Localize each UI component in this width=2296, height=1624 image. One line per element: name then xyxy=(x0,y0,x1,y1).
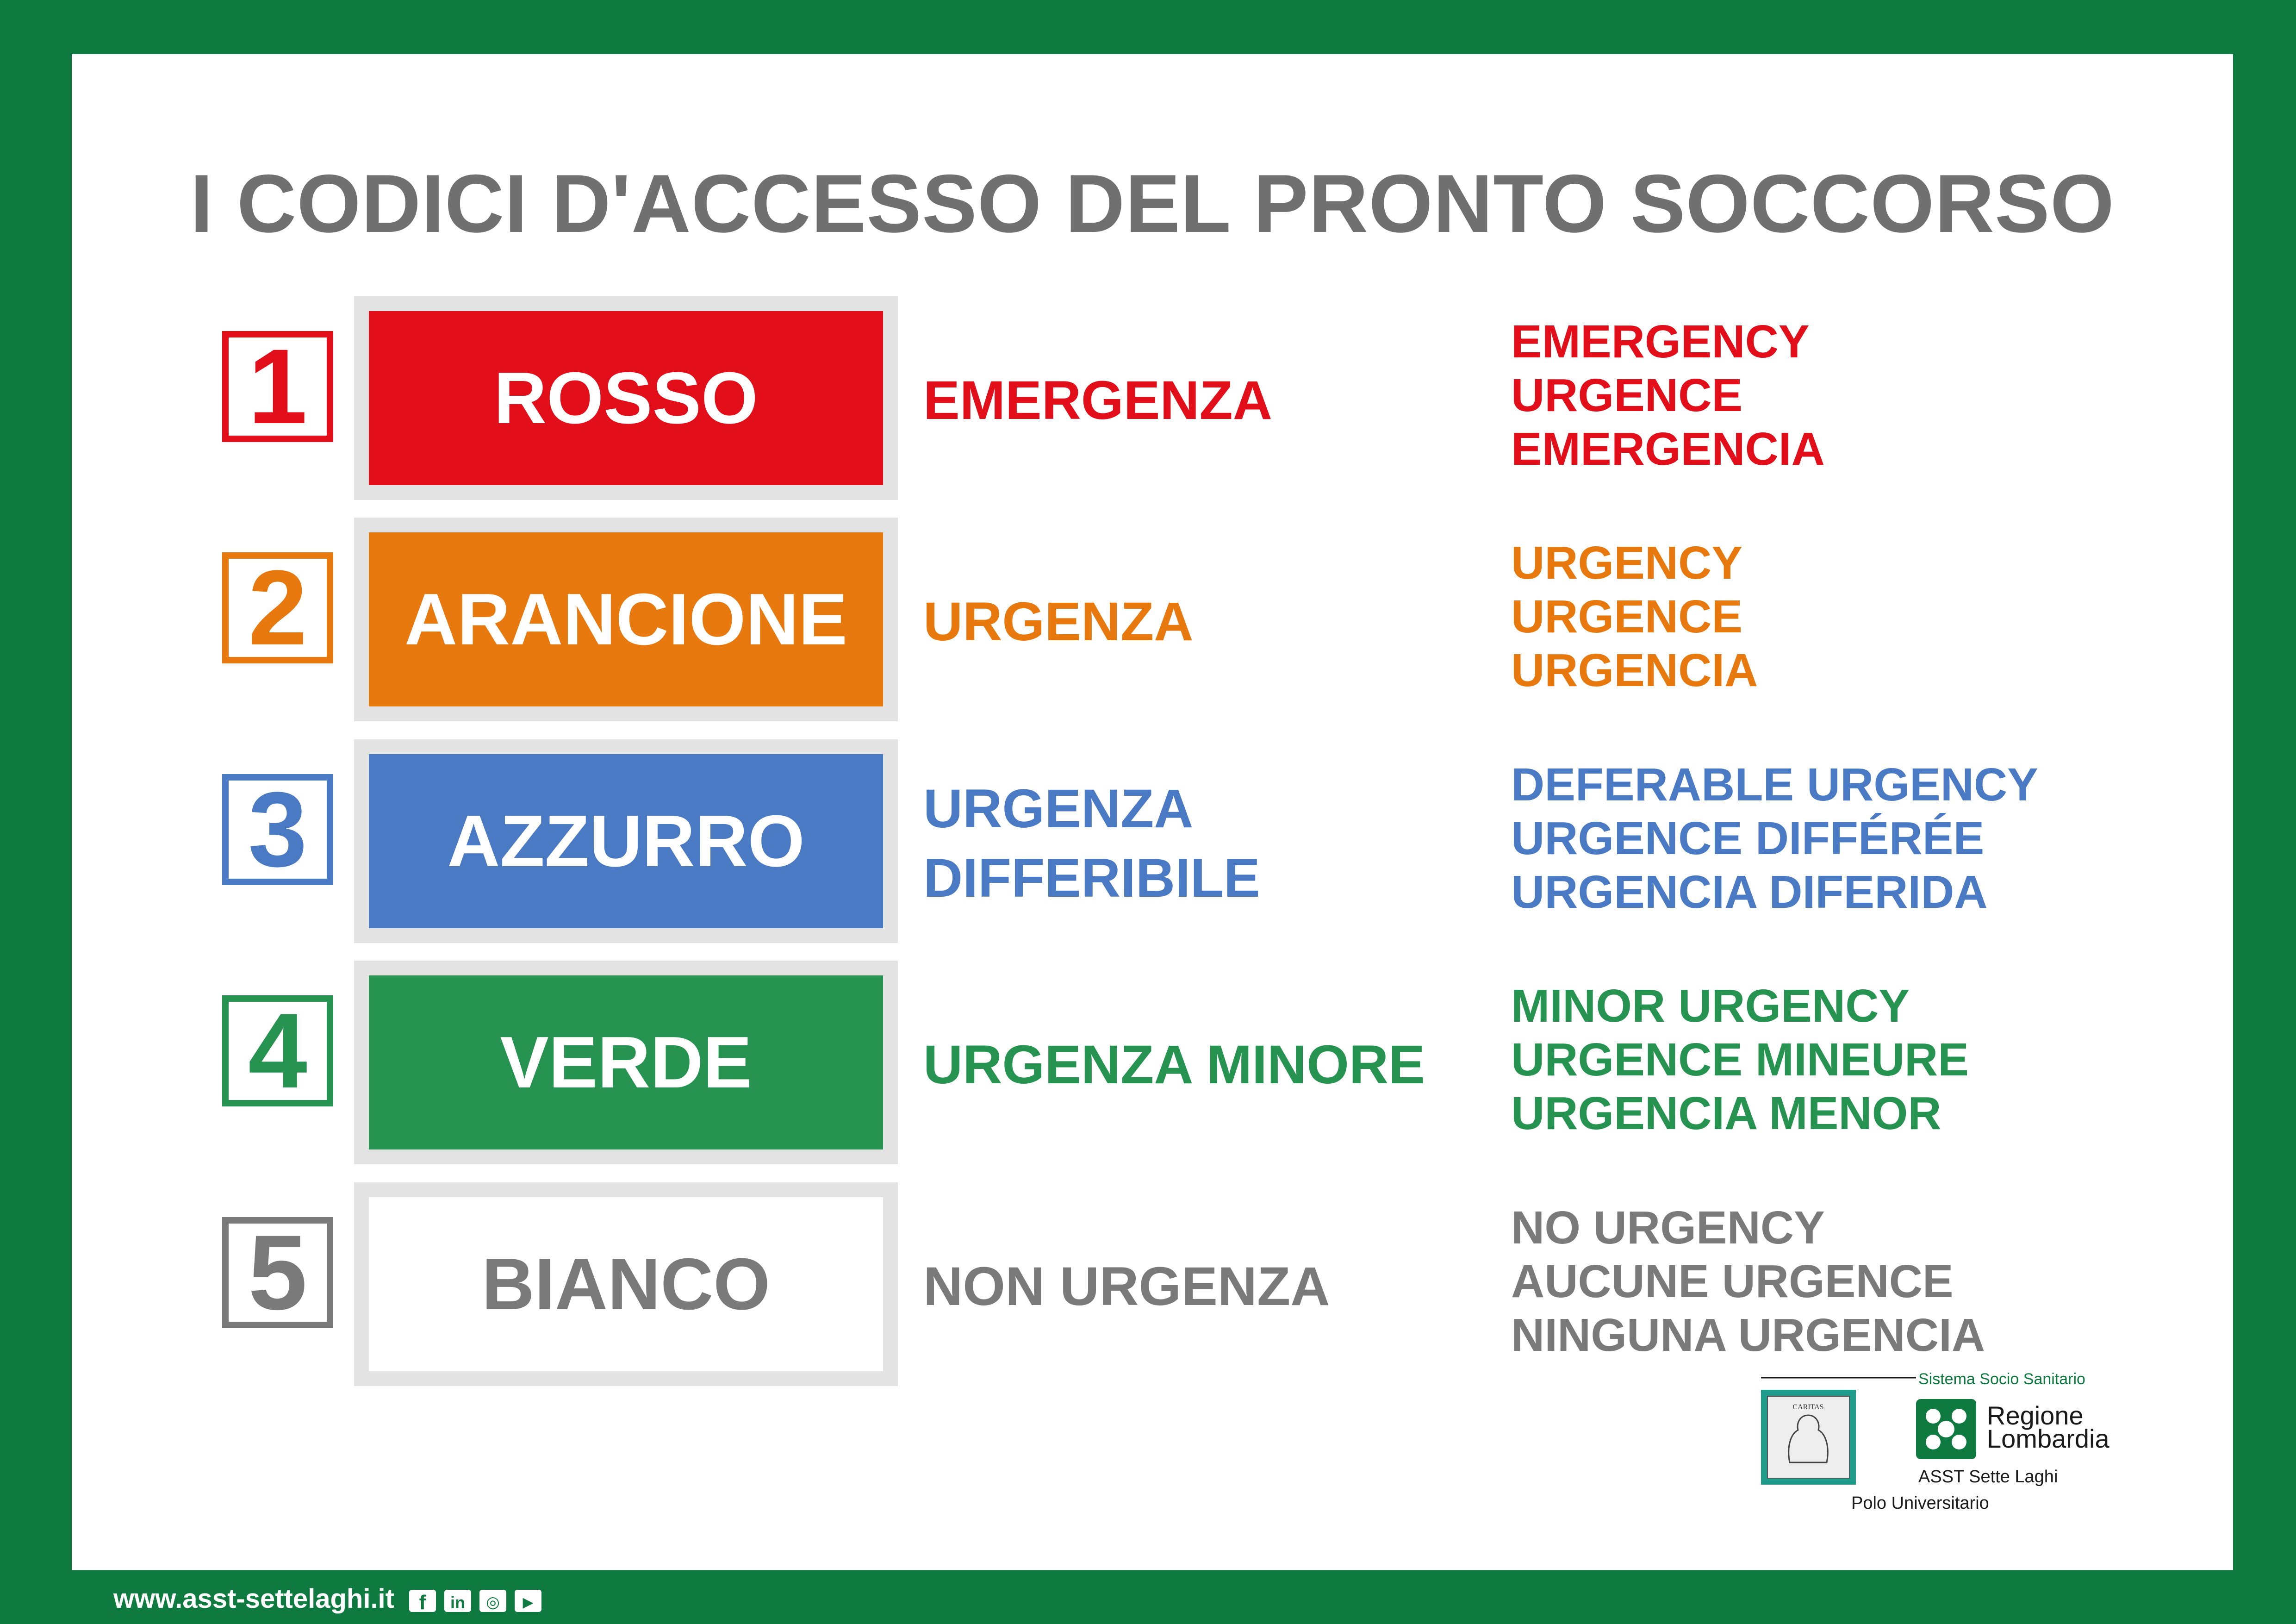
website-link[interactable]: www.asst-settelaghi.it xyxy=(113,1584,394,1614)
code-color-frame xyxy=(354,739,898,943)
code-color-label: ARANCIONE xyxy=(369,532,883,706)
italian-meaning-line: DIFFERIBILE xyxy=(923,848,1260,909)
page-title: I CODICI D'ACCESSO DEL PRONTO SOCCORSO xyxy=(190,157,2115,250)
code-color-frame xyxy=(354,296,898,500)
code-color-frame xyxy=(354,1182,898,1386)
facebook-icon[interactable] xyxy=(408,1589,437,1613)
translation-french: URGENCE MINEURE xyxy=(1511,1034,1969,1086)
code-row-2 xyxy=(72,518,2233,721)
code-color-label: ROSSO xyxy=(369,311,883,485)
code-number-badge: 3 xyxy=(222,774,333,885)
translations xyxy=(1511,536,1758,697)
svg-text:▶: ▶ xyxy=(523,1594,534,1611)
translation-english: NO URGENCY xyxy=(1511,1202,1825,1254)
translations xyxy=(1511,758,2038,919)
logo-graphic xyxy=(1761,1371,2178,1566)
logo-region-line2: Lombardia xyxy=(1987,1424,2109,1453)
logo-asst-text: ASST Sette Laghi xyxy=(1918,1467,2058,1487)
translation-french: URGENCE xyxy=(1511,369,1743,421)
code-number-badge: 2 xyxy=(222,552,333,663)
translation-spanish: NINGUNA URGENCIA xyxy=(1511,1309,1985,1361)
italian-meaning: URGENZA MINORE xyxy=(923,1034,1425,1095)
italian-meaning: NON URGENZA xyxy=(923,1256,1330,1317)
code-row-3 xyxy=(72,739,2233,943)
italian-meaning-line: URGENZA xyxy=(923,778,1194,839)
translation-english: MINOR URGENCY xyxy=(1511,980,1910,1032)
code-number-badge: 5 xyxy=(222,1217,333,1328)
translation-french: URGENCE xyxy=(1511,591,1743,643)
translations xyxy=(1511,1201,1985,1362)
poster-panel xyxy=(72,54,2233,1570)
translation-english: EMERGENCY xyxy=(1511,316,1810,368)
code-row-5 xyxy=(72,1182,2233,1386)
code-row-4 xyxy=(72,961,2233,1164)
linkedin-icon[interactable] xyxy=(443,1589,472,1613)
regione-lombardia-logo xyxy=(1761,1371,2178,1566)
translation-english: URGENCY xyxy=(1511,537,1743,589)
italian-meaning: EMERGENZA xyxy=(923,370,1272,431)
code-row-1 xyxy=(72,296,2233,500)
translations xyxy=(1511,979,1969,1140)
logo-polo-text: Polo Universitario xyxy=(1851,1493,1989,1513)
translation-english: DEFERABLE URGENCY xyxy=(1511,759,2038,811)
code-color-label: AZZURRO xyxy=(369,754,883,928)
translation-spanish: URGENCIA DIFERIDA xyxy=(1511,866,1988,918)
translation-spanish: EMERGENCIA xyxy=(1511,423,1825,475)
logo-region-line1: Regione xyxy=(1987,1401,2084,1430)
svg-text:◎: ◎ xyxy=(486,1593,500,1612)
code-color-label: BIANCO xyxy=(369,1197,883,1371)
translation-french: URGENCE DIFFÉRÉE xyxy=(1511,812,1985,864)
code-color-frame xyxy=(354,961,898,1164)
svg-text:f: f xyxy=(419,1591,426,1613)
italian-meaning: URGENZA xyxy=(923,591,1194,652)
translation-french: AUCUNE URGENCE xyxy=(1511,1255,1954,1307)
code-number-badge: 4 xyxy=(222,995,333,1106)
italian-meaning xyxy=(923,774,1260,913)
code-number-badge: 1 xyxy=(222,331,333,442)
instagram-icon[interactable] xyxy=(479,1589,507,1613)
translation-spanish: URGENCIA xyxy=(1511,644,1758,696)
svg-text:in: in xyxy=(450,1593,465,1612)
code-color-frame xyxy=(354,518,898,721)
logo-system-text: Sistema Socio Sanitario xyxy=(1918,1371,2085,1388)
code-color-label: VERDE xyxy=(369,975,883,1149)
youtube-icon[interactable] xyxy=(514,1589,542,1613)
translations xyxy=(1511,315,1825,476)
translation-spanish: URGENCIA MENOR xyxy=(1511,1087,1941,1139)
svg-text:CARITAS: CARITAS xyxy=(1792,1403,1824,1411)
